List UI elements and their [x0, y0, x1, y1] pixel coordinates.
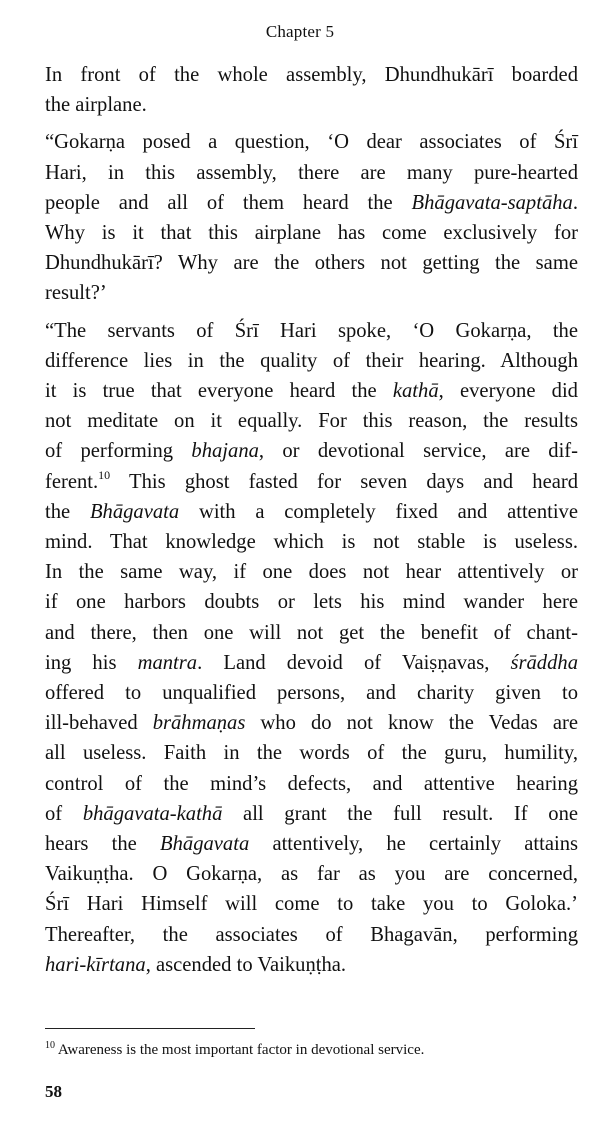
italic-term: śrāddha [510, 651, 578, 674]
text-line: people and all of them heard the Bhāgavata-saptāha. [45, 191, 578, 214]
text-line: and there, then one will not get the benefit of chant- [45, 621, 578, 644]
text-line: In front of the whole assembly, Dhundhukārī boarded [45, 64, 578, 86]
text-line: offered to unqualified persons, and charity given to [45, 682, 578, 705]
text-line: mind. That knowledge which is not stable is useless. [45, 531, 578, 554]
text-line: the Bhāgavata with a completely fixed and attentive [45, 500, 578, 523]
text-line: ferent.$^{10}$ This ghost fasted for seven days and heard [45, 467, 578, 493]
body-text [45, 60, 578, 987]
text-line: Thereafter, the associates of Bhagavān, performing [45, 923, 578, 946]
italic-term: brāhmaṇas [152, 712, 246, 735]
page-number: 58 [45, 1082, 62, 1101]
paragraph [45, 316, 578, 980]
text-line: control of the mind’s defects, and attentive hearing [45, 772, 578, 795]
italic-term: bhajana [191, 440, 259, 463]
text-line: Dhundhukārī? Why are the others not getting the same [45, 252, 578, 275]
text-line: “Gokarṇa posed a question, ‘O dear associates of Śrī [45, 131, 578, 154]
text-line: it is true that everyone heard the kathā, everyone did [45, 380, 578, 403]
text-line: Hari, in this assembly, there are many pure-hearted [45, 161, 578, 184]
text-line: difference lies in the quality of their hearing. Although [45, 349, 578, 372]
footnote-rule [45, 1028, 255, 1029]
text-line: ing his mantra. Land devoid of Vaiṣṇavas, śrāddha [45, 651, 578, 674]
footnote [45, 1040, 424, 1060]
text-line: Vaikuṇṭha. O Gokarṇa, as far as you are concerned, [45, 863, 578, 886]
text-line: “The servants of Śrī Hari spoke, ‘O Gokarṇa, the [45, 319, 578, 342]
paragraph [45, 60, 578, 120]
text-line: the airplane. [45, 94, 147, 117]
text-line: all useless. Faith in the words of the guru, humility, [45, 742, 578, 765]
footnote-reference: 10 [98, 467, 111, 482]
footnote-marker: 10 [45, 1040, 55, 1051]
text-line: In the same way, if one does not hear attentively or [45, 561, 578, 584]
text-line: ill-behaved brāhmaṇas who do not know the Vedas are [45, 712, 578, 735]
italic-term: Bhāgavata [160, 833, 250, 856]
italic-term: mantra [137, 651, 198, 674]
italic-term: kathā [392, 380, 439, 403]
italic-term: hari-kīrtana [45, 953, 146, 976]
italic-term: Bhāgavata-saptāha [411, 191, 573, 214]
text-line: result?’ [45, 282, 107, 305]
text-line: hears the Bhāgavata attentively, he certainly attains [45, 833, 579, 856]
text-line: Śrī Hari Himself will come to take you to Goloka.’ [45, 893, 578, 916]
text-line: of performing bhajana, or devotional service, are dif- [45, 440, 579, 463]
text-line: not meditate on it equally. For this reason, the results [45, 410, 578, 433]
running-head: Chapter 5 [265, 22, 335, 41]
text-line: if one harbors doubts or lets his mind wander here [45, 591, 578, 614]
paragraph [45, 127, 578, 308]
footnote-text: Awareness is the most important factor in devotional service. [55, 1042, 425, 1058]
text-line: hari-kīrtana, ascended to Vaikuṇṭha. [45, 953, 347, 976]
italic-term: Bhāgavata [89, 500, 180, 523]
text-line: of bhāgavata-kathā all grant the full result. If one [45, 802, 579, 825]
text-line: Why is it that this airplane has come exclusively for [45, 222, 578, 245]
italic-term: bhāgavata-kathā [82, 802, 223, 825]
